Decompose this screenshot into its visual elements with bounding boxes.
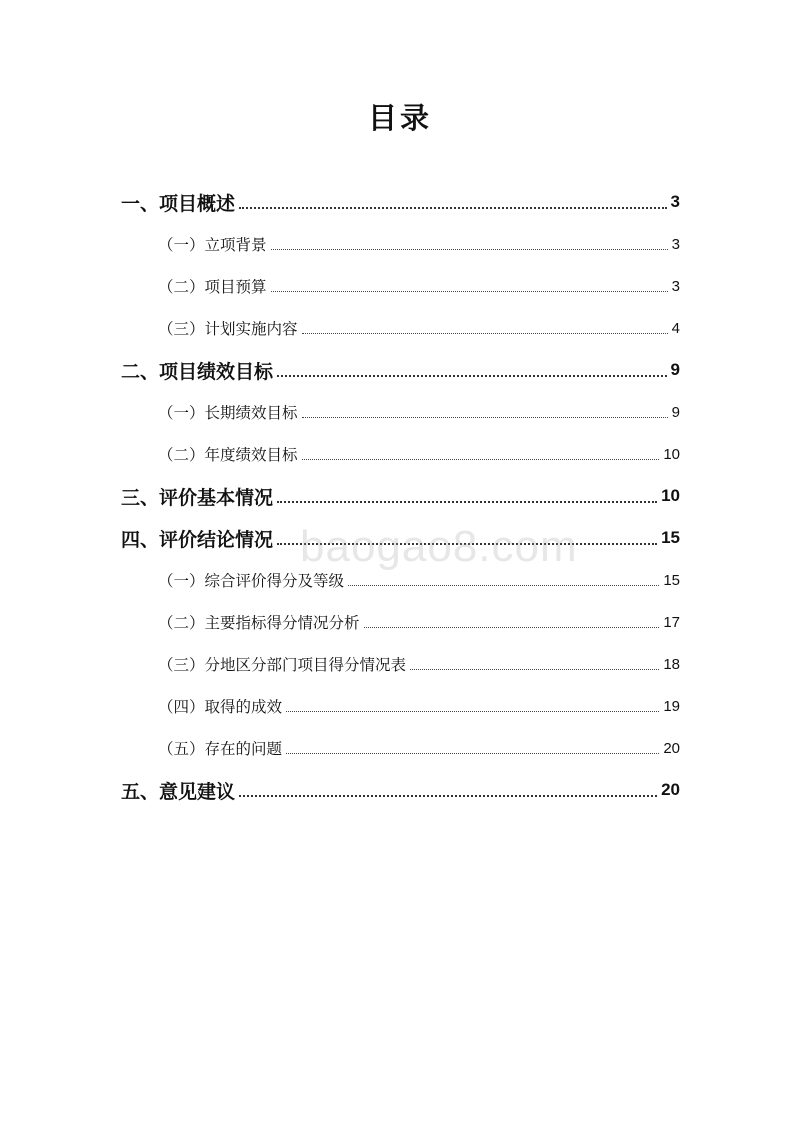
- toc-dot-leader: [302, 417, 668, 418]
- toc-entry-label: （二）年度绩效目标: [158, 446, 298, 464]
- toc-page-number: 10: [663, 445, 680, 463]
- toc-dot-leader: [271, 291, 668, 292]
- toc-entry-2[interactable]: [0, 349, 800, 391]
- toc-entry-2-2[interactable]: [0, 433, 800, 475]
- watermark: baogao8.com: [300, 522, 578, 571]
- toc-entry-4[interactable]: [0, 517, 800, 559]
- toc-page-number: 10: [661, 486, 680, 505]
- toc-page-number: 20: [661, 780, 680, 799]
- toc-dot-leader: [239, 795, 657, 797]
- toc-dot-leader: [277, 543, 657, 545]
- toc-page-number: 9: [671, 403, 680, 421]
- toc-dot-leader: [348, 585, 659, 586]
- toc-entry-4-2[interactable]: [0, 601, 800, 643]
- toc-entry-label: （五）存在的问题: [158, 740, 283, 758]
- toc-entry-1-3[interactable]: [0, 307, 800, 349]
- toc-entry-1-2[interactable]: [0, 265, 800, 307]
- toc-dot-leader: [286, 711, 659, 712]
- toc-dot-leader: [302, 459, 660, 460]
- toc-page-number: 20: [663, 739, 680, 757]
- toc-dot-leader: [239, 207, 667, 209]
- toc-entry-4-4[interactable]: [0, 685, 800, 727]
- toc-page-number: 18: [663, 655, 680, 673]
- toc-page-number: 19: [663, 697, 680, 715]
- toc-entry-label: （一）综合评价得分及等级: [158, 572, 345, 590]
- toc-page-number: 15: [661, 528, 680, 547]
- toc-page-number: 3: [671, 277, 680, 295]
- toc-dot-leader: [302, 333, 668, 334]
- toc-entry-4-1[interactable]: [0, 559, 800, 601]
- toc-dot-leader: [286, 753, 659, 754]
- toc-entry-label: （一）立项背景: [158, 236, 267, 254]
- toc-dot-leader: [410, 669, 659, 670]
- toc-entry-3[interactable]: [0, 475, 800, 517]
- toc-entry-label: 一、项目概述: [121, 192, 236, 215]
- toc-entry-4-5[interactable]: [0, 727, 800, 769]
- toc-entry-1[interactable]: [0, 181, 800, 223]
- toc-entry-label: 二、项目绩效目标: [121, 360, 274, 383]
- toc-dot-leader: [364, 627, 660, 628]
- toc-entry-label: （四）取得的成效: [158, 698, 283, 716]
- toc-page-number: 4: [671, 319, 680, 337]
- toc-entry-label: 四、评价结论情况: [121, 528, 274, 551]
- toc-dot-leader: [277, 501, 657, 503]
- toc-entry-label: 三、评价基本情况: [121, 486, 274, 509]
- toc-title: 目录: [367, 101, 432, 135]
- toc-page-number: 3: [670, 192, 680, 211]
- toc-entry-label: （二）项目预算: [158, 278, 267, 296]
- toc-entry-label: （二）主要指标得分情况分析: [158, 614, 360, 632]
- toc-entry-label: （三）分地区分部门项目得分情况表: [158, 656, 407, 674]
- toc-entry-label: （一）长期绩效目标: [158, 404, 298, 422]
- toc-dot-leader: [271, 249, 668, 250]
- toc-page-number: 9: [670, 360, 680, 379]
- toc-entry-2-1[interactable]: [0, 391, 800, 433]
- toc-entry-1-1[interactable]: [0, 223, 800, 265]
- toc-page-number: 15: [663, 571, 680, 589]
- toc-entry-4-3[interactable]: [0, 643, 800, 685]
- table-of-contents: [0, 181, 800, 811]
- toc-entry-label: （三）计划实施内容: [158, 320, 298, 338]
- toc-entry-label: 五、意见建议: [121, 780, 236, 803]
- toc-page-number: 3: [671, 235, 680, 253]
- toc-dot-leader: [277, 375, 667, 377]
- toc-page-number: 17: [663, 613, 680, 631]
- toc-entry-5[interactable]: [0, 769, 800, 811]
